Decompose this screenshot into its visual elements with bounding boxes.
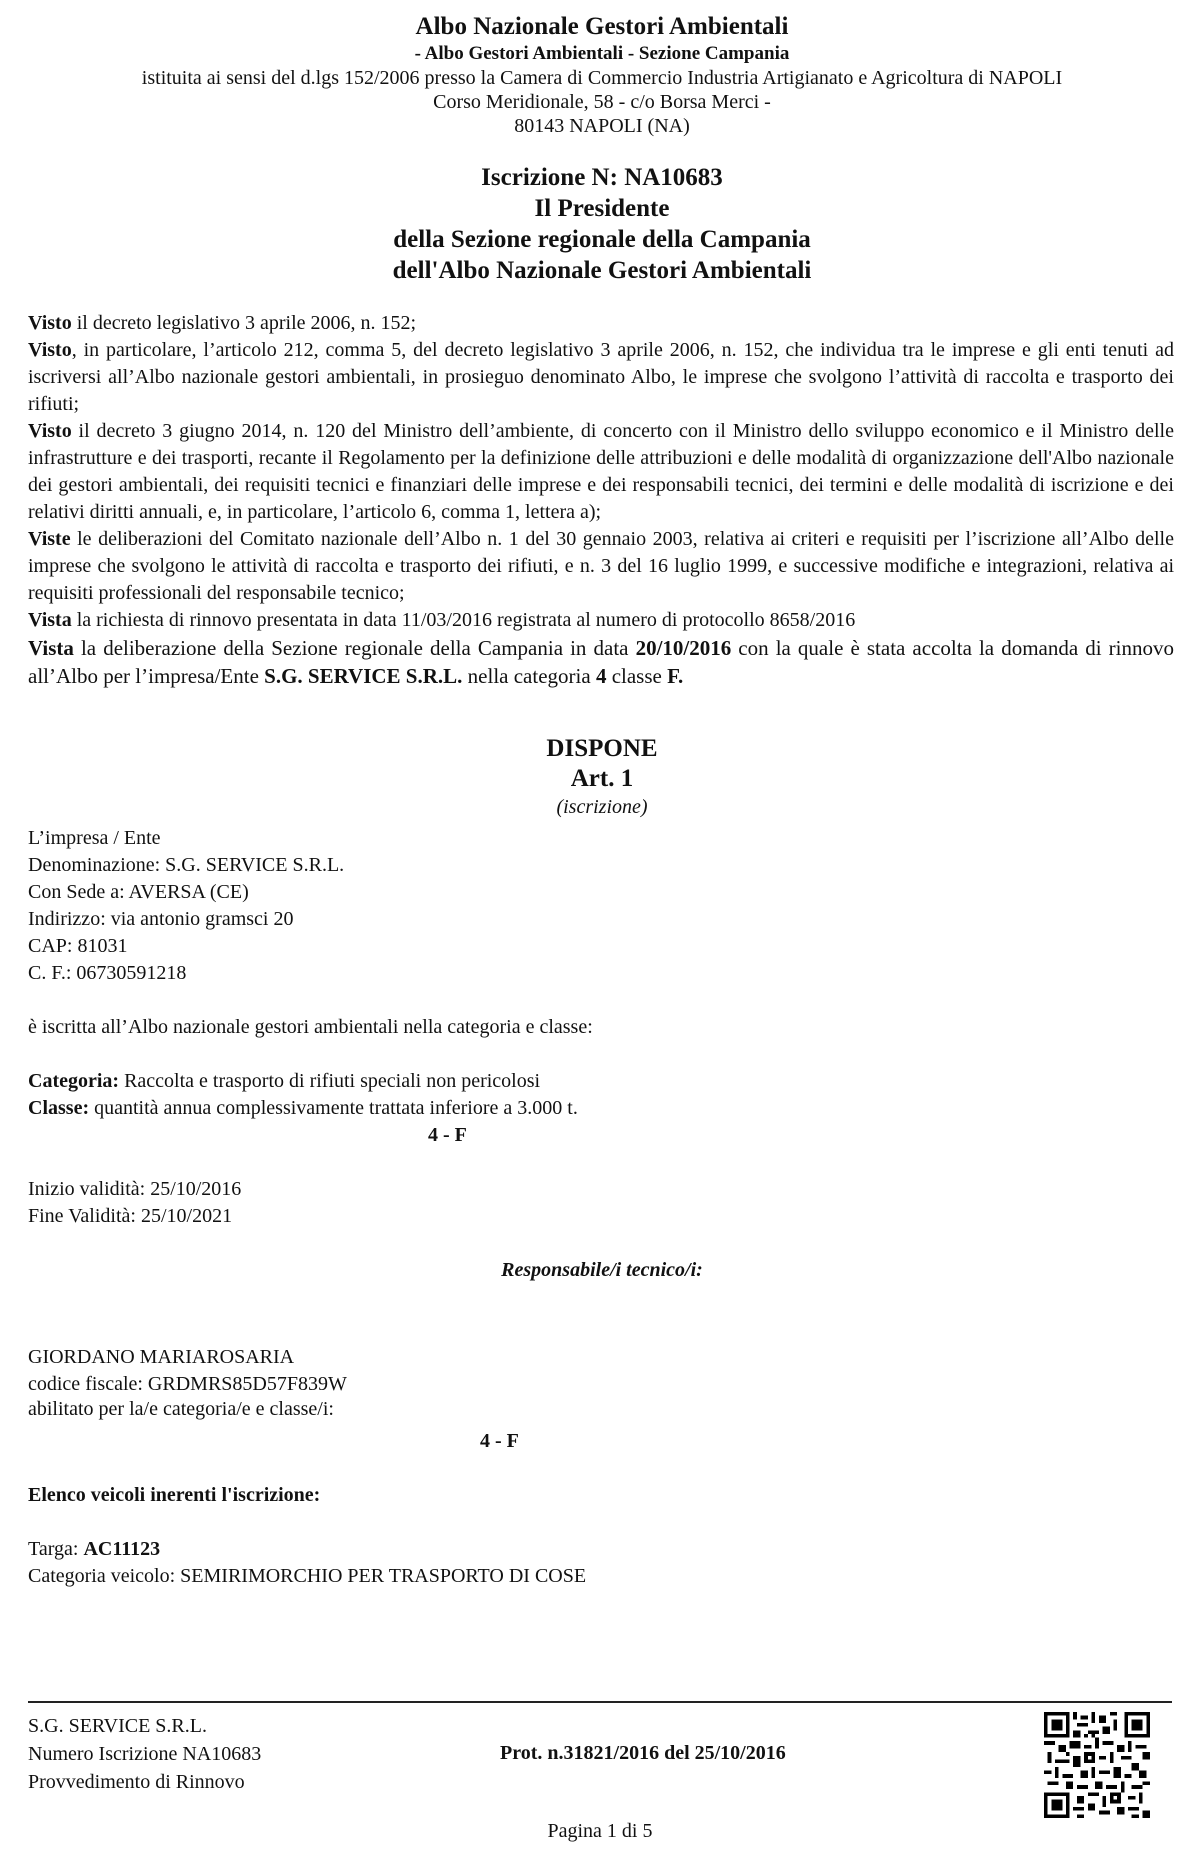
preamble-text: la richiesta di rinnovo presentata in data 11/03/2016 registrata al numero di protocollo 8658/2016: [71, 609, 856, 631]
classe-text: quantità annua complessivamente trattata inferiore a 3.000 t.: [89, 1097, 578, 1119]
classe-line: [28, 1095, 1176, 1122]
iscritta-statement: è iscritta all’Albo nazionale gestori ambientali nella categoria e classe:: [28, 1016, 593, 1038]
delibera-categoria: 4: [595, 664, 607, 688]
responsabile-abilitato: abilitato per la/e categoria/e e classe/i:: [28, 1398, 334, 1420]
delibera-text: con la quale è stata accolta la domanda di rinnovo all’Albo per l’impresa/Ente: [28, 636, 1174, 688]
delibera-paragraph: [28, 634, 1174, 690]
delibera-date: 20/10/2016: [635, 636, 732, 660]
presidente-title: Il Presidente: [534, 195, 670, 222]
impresa-cap: CAP: 81031: [28, 935, 128, 957]
page-number: Pagina 1 di 5: [547, 1820, 653, 1842]
impresa-denominazione: Denominazione: S.G. SERVICE S.R.L.: [28, 854, 345, 876]
preamble-lead: Viste: [28, 528, 71, 550]
categoria-line: [28, 1068, 1176, 1095]
preamble-lead: Visto: [28, 312, 72, 334]
header-title: Albo Nazionale Gestori Ambientali: [415, 13, 789, 40]
veicoli-heading: Elenco veicoli inerenti l'iscrizione:: [28, 1484, 321, 1506]
delibera-classe: F.: [667, 664, 684, 688]
targa-line: [28, 1536, 1176, 1563]
delibera-lead: Vista: [28, 636, 74, 660]
categoria-code: 4 - F: [428, 1124, 467, 1146]
preamble-paragraph: [28, 337, 1174, 418]
header-line-3: 80143 NAPOLI (NA): [514, 115, 690, 137]
responsabile-name: GIORDANO MARIAROSARIA: [28, 1346, 295, 1368]
footer-provvedimento: Provvedimento di Rinnovo: [28, 1771, 245, 1793]
preamble: [28, 310, 1174, 690]
impresa-line: L’impresa / Ente: [28, 827, 161, 849]
responsabile-codice-fiscale: codice fiscale: GRDMRS85D57F839W: [28, 1373, 347, 1395]
impresa-indirizzo: Indirizzo: via antonio gramsci 20: [28, 908, 294, 930]
preamble-paragraph: [28, 526, 1174, 607]
preamble-paragraph: [28, 418, 1174, 526]
header-subtitle: - Albo Gestori Ambientali - Sezione Campania: [414, 43, 790, 64]
preamble-text: , in particolare, l’articolo 212, comma 5, del decreto legislativo 3 aprile 2006, n. 152, che individua tra le imprese e gli enti tenuti ad iscriversi all’Albo nazionale gestori ambientali, in prosieguo denominato Albo, le imprese che svolgono l’attività di raccolta e trasporto dei rifiuti;: [28, 339, 1174, 415]
impresa-sede: Con Sede a: AVERSA (CE): [28, 881, 249, 903]
qr-code-graphic: [1044, 1712, 1150, 1818]
preamble-text: le deliberazioni del Comitato nazionale dell’Albo n. 1 del 30 gennaio 2003, relativa ai criteri e requisiti per l’iscrizione all’Albo delle imprese che svolgono le attività di raccolta e trasporto dei rifiuti, e n. 3 del 16 luglio 1999, e successive modifiche e integrazioni, relativa ai requisiti professionali del responsabile tecnico;: [28, 528, 1174, 604]
albo-title: dell'Albo Nazionale Gestori Ambientali: [392, 257, 812, 284]
sezione-title: della Sezione regionale della Campania: [393, 226, 811, 253]
preamble-lead: Visto: [28, 339, 72, 361]
footer-protocollo: Prot. n.31821/2016 del 25/10/2016: [500, 1742, 786, 1764]
delibera-text: nella categoria: [462, 664, 596, 688]
preamble-text: il decreto legislativo 3 aprile 2006, n. 152;: [71, 312, 417, 334]
preamble-paragraph: [28, 310, 1174, 337]
classe-label: Classe:: [28, 1097, 90, 1119]
iscrizione-number: Iscrizione N: NA10683: [481, 164, 723, 191]
preamble-lead: Visto: [28, 420, 72, 442]
article-heading: Art. 1: [570, 765, 634, 792]
article-subheading: (iscrizione): [556, 796, 648, 818]
categoria-label: Categoria:: [28, 1070, 120, 1092]
footer-numero-iscrizione: Numero Iscrizione NA10683: [28, 1743, 262, 1765]
impresa-block: [28, 825, 1176, 987]
preamble-text: il decreto 3 giugno 2014, n. 120 del Ministro dell’ambiente, di concerto con il Ministro dello sviluppo economico e il Ministro delle infrastrutture e dei trasporti, recante il Regolamento per la definizione delle attribuzioni e delle modalità di organizzazione dell'Albo nazionale dei gestori ambientali, dei requisiti tecnici e finanziari delle imprese e dei responsabili tecnici, dei termini e delle modalità di iscrizione e dei relativi diritti annuali, e, in particolare, l’articolo 6, comma 1, lettera a);: [28, 420, 1174, 523]
footer-impresa: S.G. SERVICE S.R.L.: [28, 1715, 207, 1737]
delibera-text: la deliberazione della Sezione regionale della Campania in data: [73, 636, 636, 660]
qr-code-icon: [1044, 1712, 1150, 1818]
preamble-lead: Vista: [28, 609, 72, 631]
footer-info: [28, 1712, 261, 1796]
header-line-1: istituita ai sensi del d.lgs 152/2006 presso la Camera di Commercio Industria Artigianato e Agricoltura di NAPOLI: [141, 67, 1063, 89]
responsabile-heading: Responsabile/i tecnico/i:: [501, 1259, 703, 1281]
dispone-heading: DISPONE: [546, 735, 658, 762]
header-line-2: Corso Meridionale, 58 - c/o Borsa Merci -: [433, 91, 771, 113]
impresa-codice-fiscale: C. F.: 06730591218: [28, 962, 187, 984]
fine-validita: Fine Validità: 25/10/2021: [28, 1205, 233, 1227]
targa-label: Targa:: [28, 1538, 84, 1560]
responsabile-code: 4 - F: [480, 1430, 519, 1452]
delibera-text: classe: [606, 664, 668, 688]
categoria-veicolo: Categoria veicolo: SEMIRIMORCHIO PER TRASPORTO DI COSE: [28, 1565, 587, 1587]
categoria-text: Raccolta e trasporto di rifiuti speciali non pericolosi: [119, 1070, 541, 1092]
preamble-paragraph: [28, 607, 1174, 634]
delibera-impresa: S.G. SERVICE S.R.L.: [264, 664, 463, 688]
document-page: [28, 12, 1176, 1590]
footer-divider: [28, 1701, 1172, 1703]
inizio-validita: Inizio validità: 25/10/2016: [28, 1178, 242, 1200]
targa-value: AC11123: [83, 1538, 161, 1560]
